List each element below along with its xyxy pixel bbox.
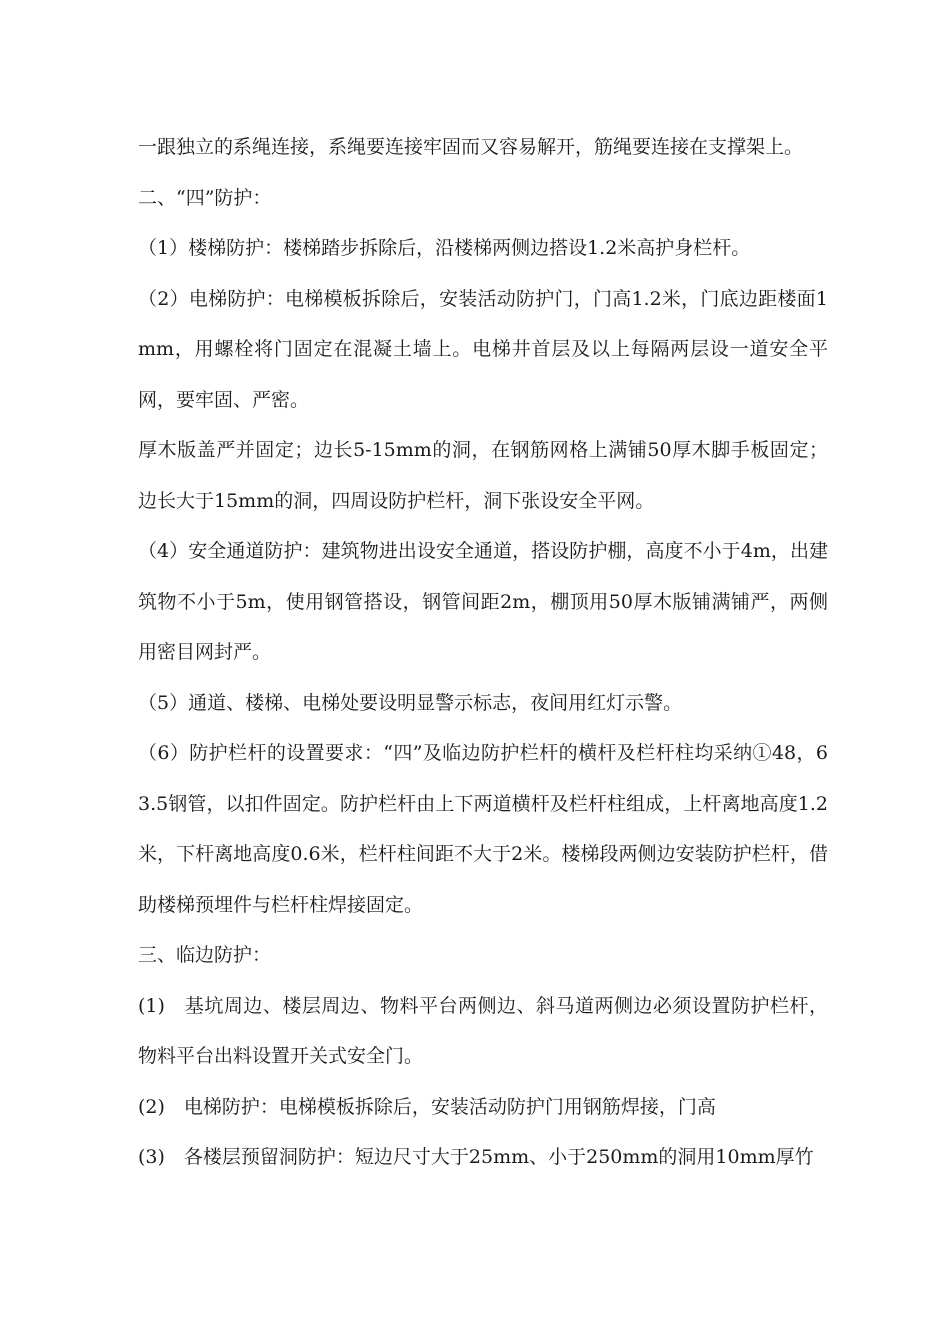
heading-four-protections: 二、“四”防护：: [138, 186, 272, 209]
paragraph-elevator-protection: （2）电梯防护：电梯模板拆除后，安装活动防护门，门高1.2米，门底边距楼面1mm，用螺栓将门固定在混凝土墙上。电梯井首层及以上每隔两层设一道安全平网，要牢固、严密。: [138, 287, 828, 411]
paragraph-edge-railings: (1) 基坑周边、楼层周边、物料平台两侧边、斜马道两侧边必须设置防护栏杆，物料平台出料设置开关式安全门。: [138, 994, 828, 1067]
paragraph-safety-passage: （4）安全通道防护：建筑物进出设安全通道，搭设防护棚，高度不小于4m，出建筑物不小于5m，使用钢管搭设，钢管间距2m，棚顶用50厚木版铺满铺严，两侧用密目网封严。: [138, 540, 828, 663]
paragraph-railing-requirements: （6）防护栏杆的设置要求：“四”及临边防护栏杆的横杆及栏杆柱均采纳①48，6 3.5钢管，以扣件固定。防护栏杆由上下两道横杆及栏杆柱组成，上杆离地高度1.2米，下杆离地高度0.6米，栏杆柱间距不大于2米。楼梯段两侧边安装防护栏杆，借助楼梯预埋件与栏杆柱焊接固定。: [138, 742, 828, 916]
document-body: [138, 122, 828, 1183]
paragraph-floor-openings: (3) 各楼层预留洞防护：短边尺寸大于25mm、小于250mm的洞用10mm厚竹: [138, 1146, 814, 1168]
heading-edge-protection: 三、临边防护：: [138, 944, 272, 966]
paragraph-elevator-door: (2) 电梯防护：电梯模板拆除后，安装活动防护门用钢筋焊接，门高: [138, 1095, 716, 1118]
paragraph-stair-protection: （1）楼梯防护：楼梯踏步拆除后，沿楼梯两侧边搭设1.2米高护身栏杆。: [138, 237, 751, 259]
paragraph-tether-connection: 一跟独立的系绳连接，系绳要连接牢固而又容易解开，筋绳要连接在支撑架上。: [138, 136, 804, 158]
paragraph-opening-cover: 厚木版盖严并固定；边长5-15mm的洞，在钢筋网格上满铺50厚木脚手板固定；边长大于15mm的洞，四周设防护栏杆，洞下张设安全平网。: [138, 439, 828, 512]
paragraph-warning-signs: （5）通道、楼梯、电梯处要设明显警示标志，夜间用红灯示警。: [138, 691, 683, 714]
